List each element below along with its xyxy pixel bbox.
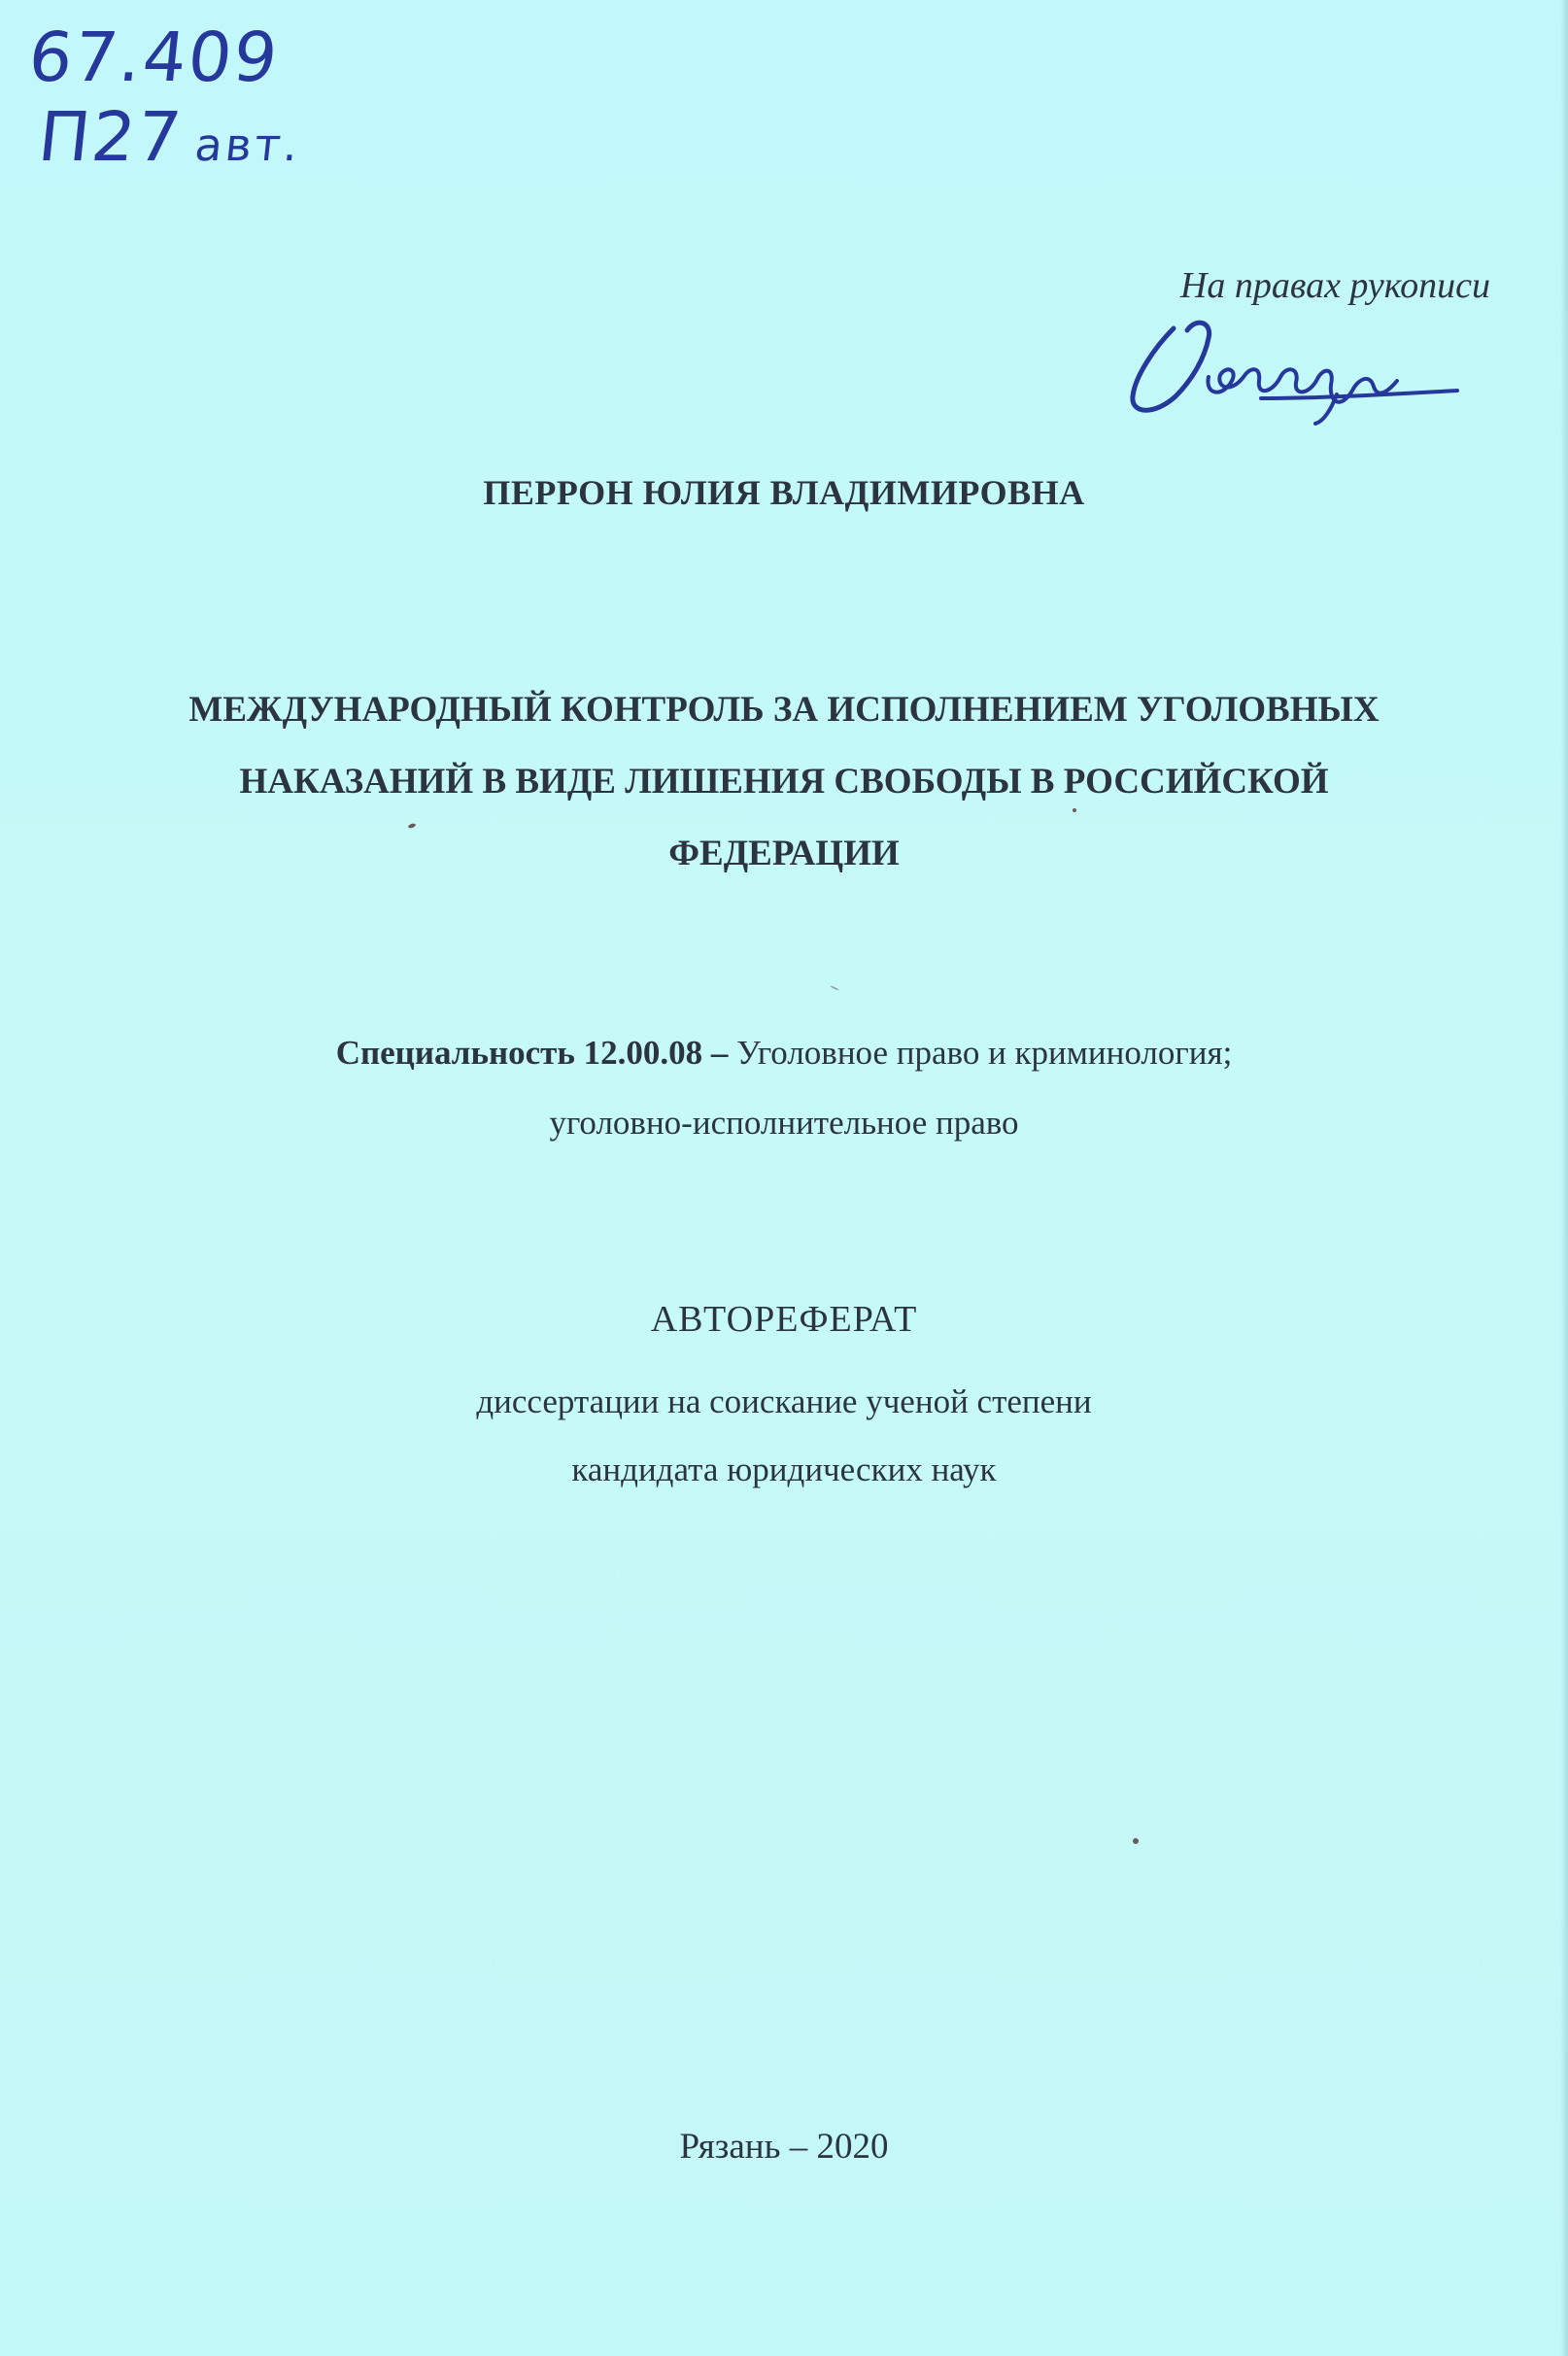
- degree-line: диссертации на соискание ученой степени: [476, 1383, 1092, 1420]
- specialty-label: Специальность 12.00.08 –: [335, 1034, 729, 1072]
- specialty-block: [0, 1018, 1568, 1158]
- title-line: МЕЖДУНАРОДНЫЙ КОНТРОЛЬ ЗА ИСПОЛНЕНИЕМ УГОЛОВНЫХ: [188, 690, 1380, 730]
- specialty-name-continued: уголовно-исполнительное право: [549, 1104, 1019, 1142]
- handwritten-author-suffix: авт.: [192, 119, 304, 171]
- page-edge-shadow: [1560, 0, 1568, 2356]
- paper-speck: [1073, 808, 1076, 812]
- handwritten-author-code: П27: [34, 97, 187, 177]
- title-line: НАКАЗАНИЙ В ВИДЕ ЛИШЕНИЯ СВОБОДЫ В РОССИЙСКОЙ: [239, 762, 1329, 802]
- specialty-name: Уголовное право и криминология;: [728, 1034, 1233, 1072]
- rights-note: На правах рукописи: [1179, 265, 1490, 306]
- city-year: Рязань – 2020: [679, 2127, 889, 2167]
- paper-speck: [1133, 1838, 1139, 1844]
- dissertation-title: [0, 674, 1568, 890]
- degree-description: [0, 1368, 1568, 1504]
- handwritten-classification-code: 67.409: [24, 17, 284, 97]
- author-name: ПЕРРОН ЮЛИЯ ВЛАДИМИРОВНА: [483, 473, 1085, 512]
- handwritten-author-mark: [35, 97, 306, 177]
- document-type: АВТОРЕФЕРАТ: [650, 1299, 918, 1340]
- specialty-line: [0, 1018, 1568, 1088]
- signature-graphic: [1115, 309, 1465, 426]
- degree-line: кандидата юридических наук: [571, 1451, 997, 1488]
- paper-speck: [830, 985, 839, 991]
- title-line: ФЕДЕРАЦИИ: [668, 834, 900, 873]
